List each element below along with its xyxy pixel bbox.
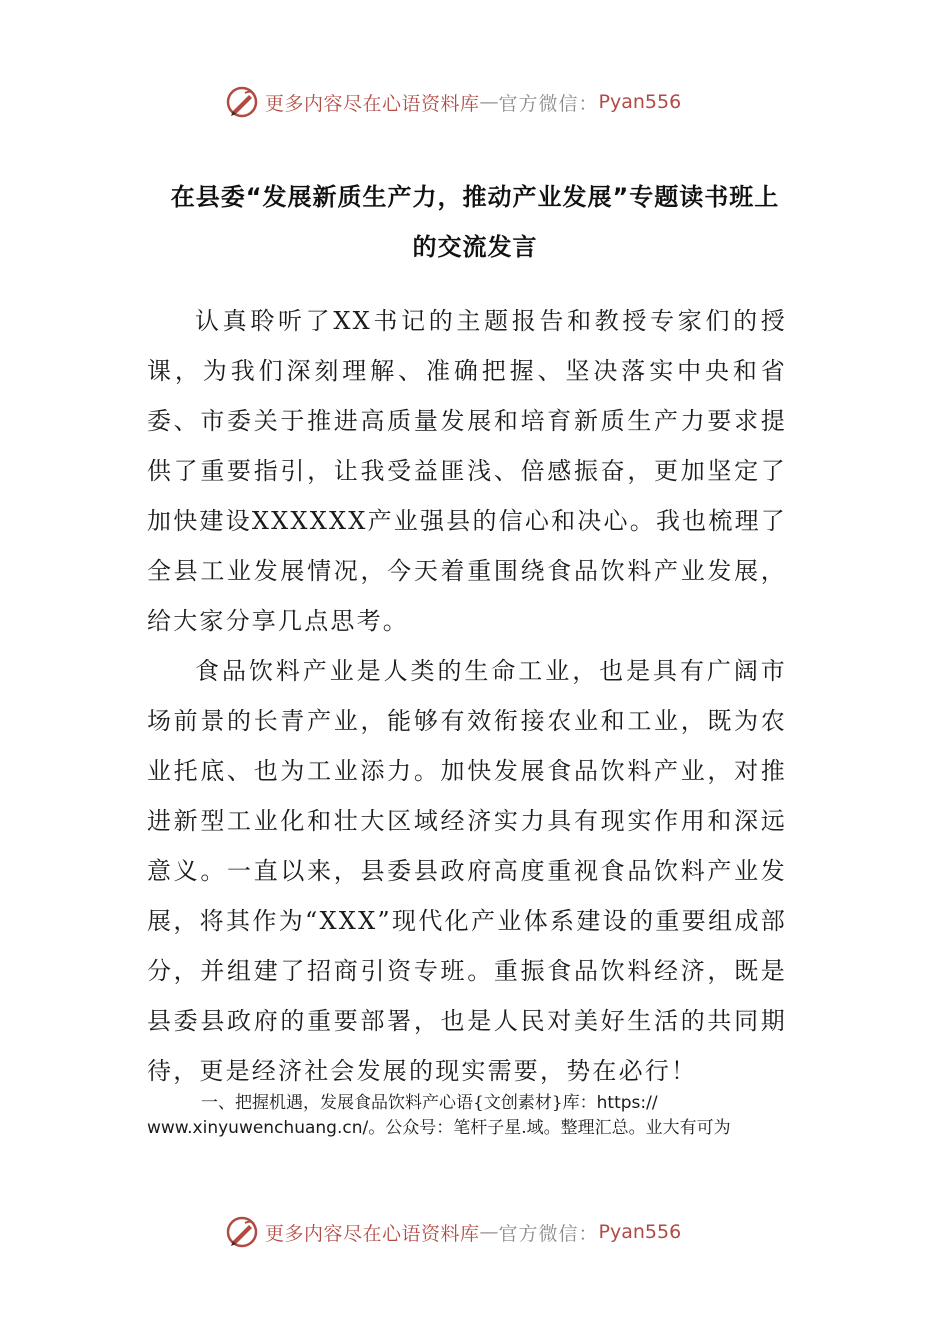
note-line-1 [147,1091,787,1116]
note-rest: 。公众号：笔杆子星.域。整理汇总。业大有可为 [368,1118,731,1138]
watermark-banner-top [225,82,745,122]
pen-circle-logo-icon [225,85,259,119]
paragraph-2: 食品饮料产业是人类的生命工业，也是具有广阔市场前景的长青产业，能够有效衔接农业和工业，既为农业托底、也为工业添力。加快发展食品饮料产业，对推进新型工业化和壮大区域经济实力具有现实作用和深远意义。一直以来，县委县政府高度重视食品饮料产业发展，将其作为“XXX”现代化产业体系建设的重要组成部分，并组建了招商引资专班。重振食品饮料经济，既是县委县政府的重要部署，也是人民对美好生活的共同期待，更是经济社会发展的现实需要，势在必行！ [147,657,787,1085]
note-heading: 一、把握机遇，发展食品饮料产心语{文创素材}库： [201,1093,597,1113]
banner-separator: — [479,1221,499,1243]
note-url-part2[interactable]: www.xinyuwenchuang.cn/ [147,1118,369,1138]
note-url-part1[interactable]: https:// [596,1093,658,1113]
title-line-1: 在县委“发展新质生产力，推动产业发展”专题读书班上 [170,183,780,211]
banner-text: 更多内容尽在心语资料库 [265,92,480,115]
banner-separator: — [479,91,499,113]
paragraph-1: 认真聆听了XX书记的主题报告和教授专家们的授课，为我们深刻理解、准确把握、坚决落实中央和省委、市委关于推进高质量发展和培育新质生产力要求提供了重要指引，让我受益匪浅、倍感振奋，更加坚定了加快建设XXXXXX产业强县的信心和决心。我也梳理了全县工业发展情况，今天着重围绕食品饮料产业发展，给大家分享几点思考。 [147,307,787,635]
pen-circle-logo-icon [225,1215,259,1249]
note-line-2 [147,1116,787,1141]
watermark-banner-bottom [225,1212,745,1252]
banner-wechat-label: 官方微信： [498,92,599,115]
document-body [147,296,787,1096]
title-line-2: 的交流发言 [412,233,538,261]
document-title [140,172,810,272]
banner-wechat-label: 官方微信： [498,1222,599,1245]
banner-wechat-id: Pyan556 [598,1221,682,1243]
banner-wechat-id: Pyan556 [598,91,682,113]
banner-text: 更多内容尽在心语资料库 [265,1222,480,1245]
footnote-text [147,1091,787,1141]
